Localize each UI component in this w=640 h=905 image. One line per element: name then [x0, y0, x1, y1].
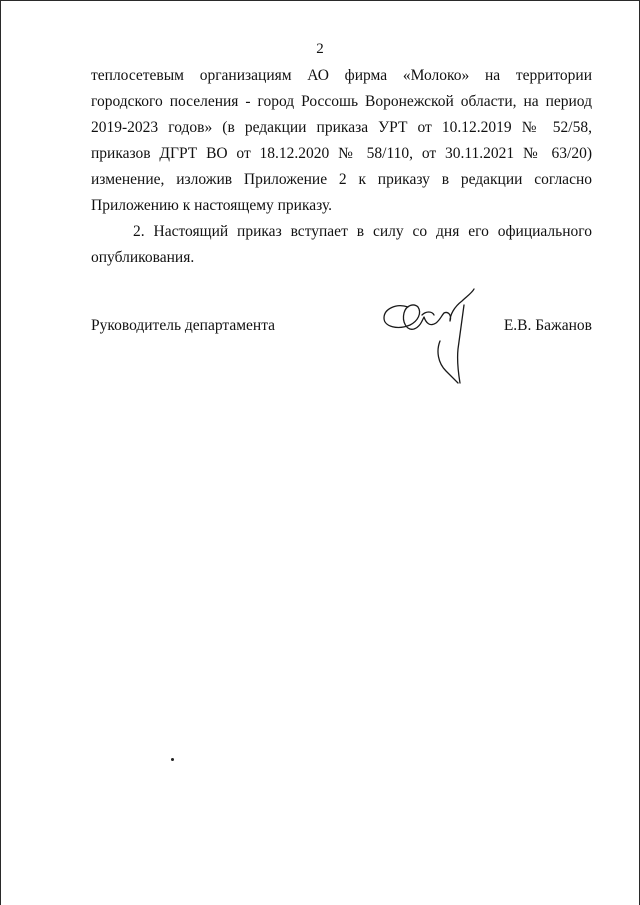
signature-row: [91, 315, 592, 337]
document-body: [91, 63, 592, 271]
paragraph-continuation: теплосетевым организациям АО фирма «Молоко» на территории городского поселения - город Россошь Воронежской области, на период 2019-2023 годов» (в редакции приказа УРТ от 10.12.2019 № 52/58, приказов ДГРТ ВО от 18.12.2020 № 58/110, от 30.11.2021 № 63/20) изменение, изложив Приложение 2 к приказу в редакции согласно Приложению к настоящему приказу.: [91, 67, 592, 214]
signatory-name: Е.В. Бажанов: [503, 317, 592, 334]
handwritten-signature: [378, 285, 488, 390]
signatory-title: Руководитель департамента: [91, 317, 276, 334]
page-number: 2: [316, 41, 324, 57]
paragraph-effective-date: 2. Настоящий приказ вступает в силу со дня его официального опубликования.: [91, 223, 592, 266]
scan-speck: [171, 758, 174, 761]
